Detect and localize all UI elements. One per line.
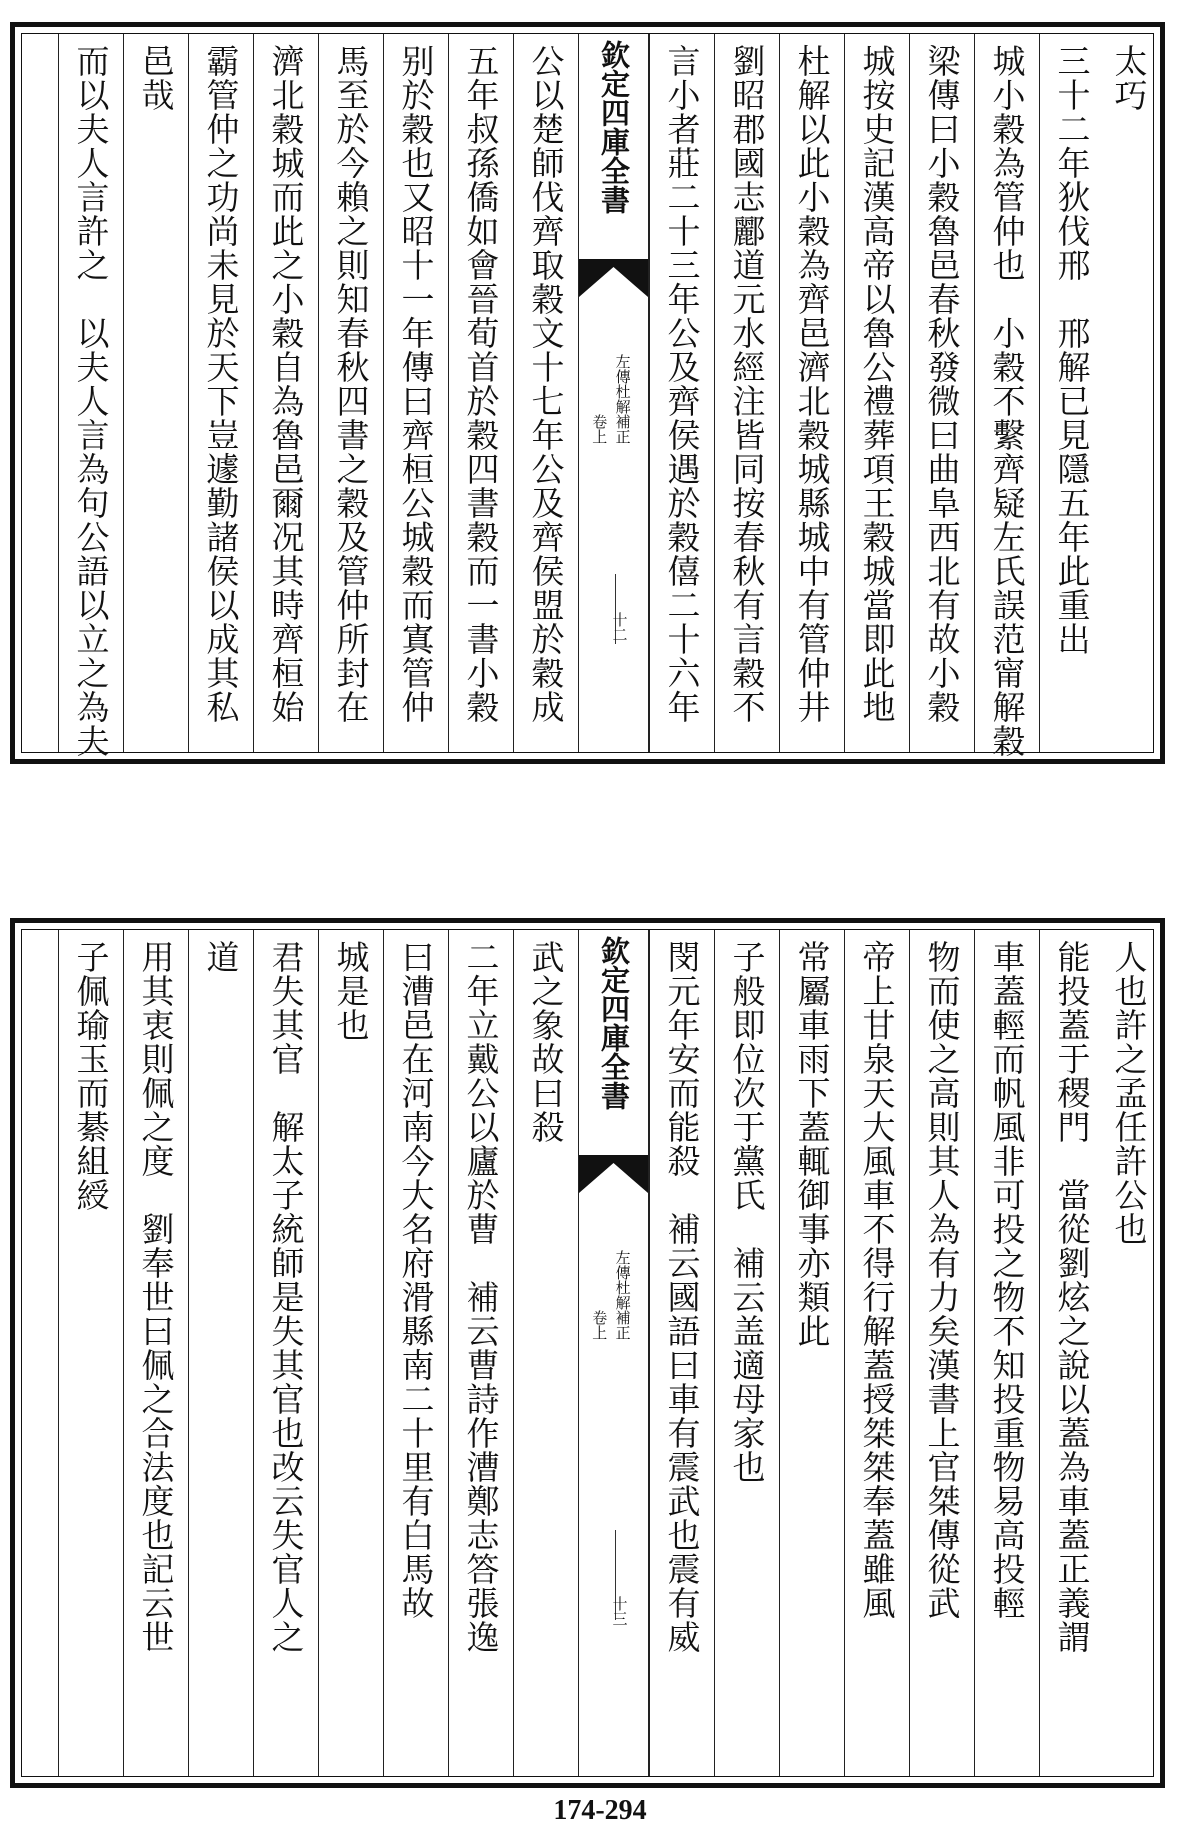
text-column: 君失其官 解太子統師是失其官也改云失官人之	[253, 930, 318, 1776]
center-gutter	[578, 34, 649, 752]
page-number: 174-294	[553, 1795, 647, 1826]
book-title: 欽定四庫全書	[597, 936, 631, 1110]
folio-number: 十三	[610, 1596, 629, 1626]
text-column: 梁傳曰小穀魯邑春秋發微曰曲阜西北有故小穀	[909, 34, 974, 752]
text-column: 城是也	[318, 930, 383, 1776]
text-column: 城按史記漢高帝以魯公禮葬項王穀城當即此地	[844, 34, 909, 752]
text-column: 二年立戴公以廬於曹 補云曹詩作漕鄭志答張逸	[448, 930, 513, 1776]
text-column: 别於穀也又昭十一年傳曰齊桓公城穀而寘管仲	[383, 34, 448, 752]
text-column: 而以夫人言許之 以夫人言為句公語以立之為夫	[58, 34, 123, 752]
book-name: 左傳杜解補正	[613, 1250, 632, 1340]
text-column: 能投蓋于稷門 當從劉炫之說以蓋為車蓋正義謂	[1039, 930, 1104, 1776]
text-column: 三十二年狄伐邢 邢解已見隱五年此重出	[1039, 34, 1104, 752]
fishtail-mark-icon	[579, 1155, 648, 1193]
volume-label: 卷上	[590, 1310, 609, 1340]
text-column: 子般即位次于黨氏 補云盖適母家也	[714, 930, 779, 1776]
text-column: 物而使之高則其人為有力矣漢書上官桀傳從武	[909, 930, 974, 1776]
text-column: 道	[188, 930, 253, 1776]
text-column: 帝上甘泉天大風車不得行解蓋授桀桀奉蓋雖風	[844, 930, 909, 1776]
text-column: 人也許之孟任許公也	[1109, 940, 1149, 1246]
center-gutter	[578, 930, 649, 1776]
bottom-panel-frame	[21, 929, 1154, 1777]
text-column: 子佩瑜玉而綦組綬	[58, 930, 123, 1776]
text-column: 武之象故曰殺	[513, 930, 578, 1776]
text-column: 霸管仲之功尚未見於天下豈遽勤諸侯以成其私	[188, 34, 253, 752]
text-column: 用其衷則佩之度 劉奉世曰佩之合法度也記云世	[123, 930, 188, 1776]
bottom-panel	[10, 918, 1165, 1788]
book-name: 左傳杜解補正	[613, 354, 632, 444]
text-column: 濟北穀城而此之小穀自為魯邑爾况其時齊桓始	[253, 34, 318, 752]
text-column: 劉昭郡國志酈道元水經注皆同按春秋有言穀不	[714, 34, 779, 752]
volume-label: 卷上	[590, 414, 609, 444]
text-column: 馬至於今賴之則知春秋四書之穀及管仲所封在	[318, 34, 383, 752]
text-column: 杜解以此小穀為齊邑濟北穀城縣城中有管仲井	[779, 34, 844, 752]
text-column: 曰漕邑在河南今大名府滑縣南二十里有白馬故	[383, 930, 448, 1776]
top-panel-frame	[21, 33, 1154, 758]
fishtail-mark-icon	[579, 259, 648, 297]
book-title: 欽定四庫全書	[597, 40, 631, 214]
text-column: 邑哉	[123, 34, 188, 752]
text-column: 五年叔孫僑如會晉荀首於穀四書穀而一書小穀	[448, 34, 513, 752]
folio-number: 十二	[610, 612, 629, 642]
text-column: 常屬車雨下蓋輒御事亦類此	[779, 930, 844, 1776]
text-column: 閔元年安而能殺 補云國語曰車有震武也震有威	[649, 930, 714, 1776]
text-column: 言小者莊二十三年公及齊侯遇於穀僖二十六年	[649, 34, 714, 752]
top-panel	[10, 22, 1165, 764]
text-column: 太巧	[1109, 44, 1149, 112]
text-column: 車蓋輕而帆風非可投之物不知投重物易高投輕	[974, 930, 1039, 1776]
text-column: 公以楚師伐齊取穀文十七年公及齊侯盟於穀成	[513, 34, 578, 752]
text-column: 城小穀為管仲也 小穀不繫齊疑左氏誤范甯解穀	[974, 34, 1039, 752]
